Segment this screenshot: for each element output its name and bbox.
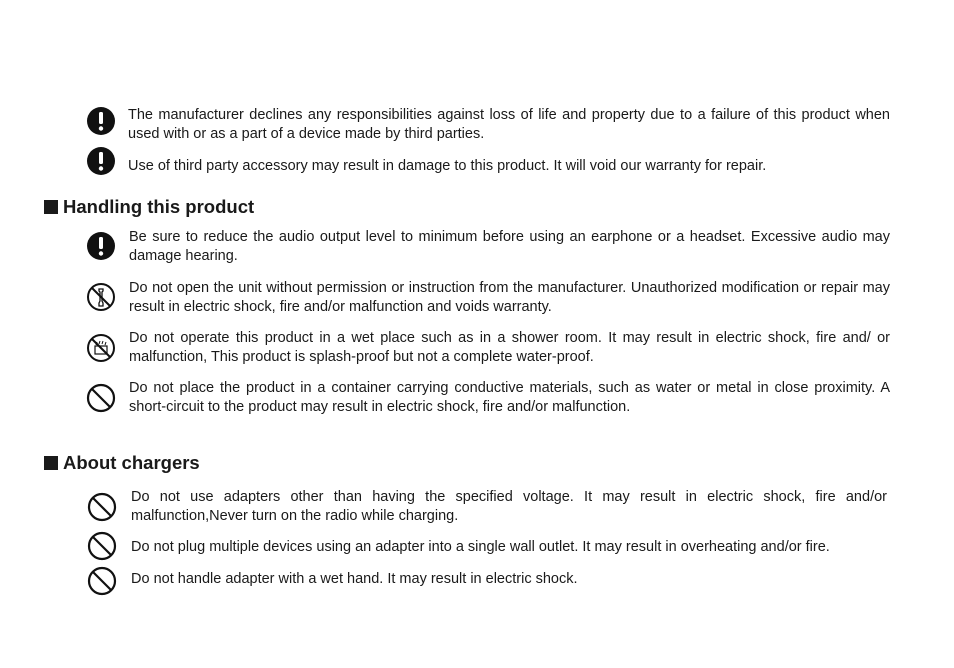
- notice-text: The manufacturer declines any responsibilities against loss of life and property due to a failure of this product when used with or as a part of a device made by third parties.: [128, 107, 890, 142]
- prohibited-icon: [87, 566, 117, 596]
- notice-text: Use of third party accessory may result in damage to this product. It will void our warranty for repair.: [128, 158, 767, 174]
- square-bullet-icon: [44, 456, 58, 470]
- handling-text: Be sure to reduce the audio output level to minimum before using an earphone or a headset. Excessive audio may damage hearing.: [129, 229, 890, 264]
- exclamation-icon: [86, 146, 116, 176]
- section-title: Handling this product: [63, 196, 255, 217]
- prohibited-icon: [87, 492, 117, 522]
- handling-text: Do not place the product in a container carrying conductive materials, such as water or metal in close proximity. A short-circuit to the product may result in electric shock, fire and/or malfunction.: [129, 380, 890, 415]
- section-heading-chargers: [44, 452, 200, 474]
- exclamation-icon: [86, 106, 116, 136]
- charger-text: Do not handle adapter with a wet hand. It may result in electric shock.: [131, 571, 578, 587]
- handling-text: Do not open the unit without permission or instruction from the manufacturer. Unauthorized modification or repair may result in electric shock, fire and/or malfunction and voids warranty.: [129, 280, 890, 315]
- prohibited-icon: [86, 383, 116, 413]
- no-wet-place-icon: [86, 333, 116, 363]
- prohibited-icon: [87, 531, 117, 561]
- section-heading-handling: [44, 196, 254, 218]
- handling-text: Do not operate this product in a wet place such as in a shower room. It may result in electric shock, fire and/ or malfunction, This product is splash-proof but not a complete water-proof.: [129, 330, 890, 365]
- exclamation-icon: [86, 231, 116, 261]
- charger-text: Do not plug multiple devices using an adapter into a single wall outlet. It may result in overheating and/or fire.: [131, 539, 830, 555]
- square-bullet-icon: [44, 200, 58, 214]
- charger-text: Do not use adapters other than having the specified voltage. It may result in electric shock, fire and/or malfunction,Never turn on the radio while charging.: [131, 489, 887, 524]
- no-disassembly-icon: [86, 282, 116, 312]
- section-title: About chargers: [63, 452, 200, 473]
